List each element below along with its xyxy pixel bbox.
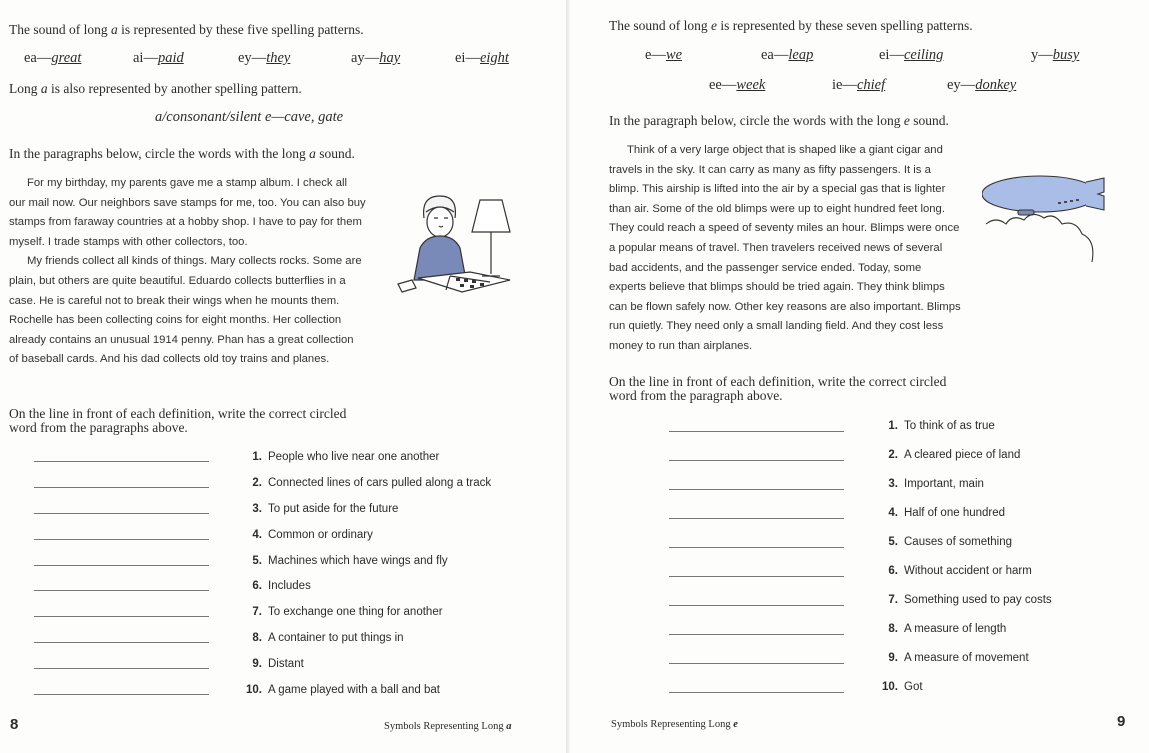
answer-line-9[interactable] [34, 668, 209, 669]
right-pattern-4: y—busy [1031, 47, 1080, 63]
definition-text: To think of as true [904, 420, 995, 432]
answer-line-2[interactable] [669, 460, 844, 461]
definition-number: 9. [252, 658, 262, 670]
definition-number: 6. [888, 565, 898, 577]
definition-text: Machines which have wings and fly [268, 555, 448, 567]
definition-text: Distant [268, 658, 304, 670]
right-intro-sentence: The sound of long e is represented by these seven spelling patterns. [609, 18, 973, 33]
definition-number: 10. [246, 684, 262, 696]
intro-text: is represented by these five spelling patterns. [117, 22, 364, 37]
definition-number: 1. [252, 451, 262, 463]
definition-text: Causes of something [904, 536, 1013, 548]
definition-text: To exchange one thing for another [268, 606, 443, 618]
definition-text: Connected lines of cars pulled along a track [268, 477, 492, 489]
definition-number: 8. [888, 623, 898, 635]
left-reading-passage [9, 174, 366, 370]
paragraph-2: My friends collect all kinds of things. Mary collects rocks. Some are plain, but others are quite beautiful. Eduardo collects butterflies in a case. He is careful not to break their wings when he mounts them. Rochelle has been collecting coins for eight months. Her collection already contains an unusual 1914 penny. Phan has a great collection of baseball cards. And his dad collects old toy trains and planes. [9, 255, 362, 366]
left-definition-instruction-2: word from the paragraphs above. [9, 420, 188, 435]
right-pattern-2: ea—leap [761, 47, 814, 63]
paragraph: Think of a very large object that is shaped like a giant cigar and travels in the sky. It can carry as many as fifty passengers. It is a blimp. This airship is lifted into the air by a special gas that is lighter than air. Some of the old blimps were up to eight hundred feet long. They could reach a speed of seventy miles an hour. Blimps were once a popular means of travel. Then travelers received news of several bad accidents, and the passenger service ended. Today, some experts believe that blimps should be tried again. They think blimps can be flown safely now. Other key reasons are also important. Blimps run quietly. They need only a small landing field. And they cost less money to run than airplanes. [609, 144, 961, 352]
page-footer: Symbols Representing Long e [611, 719, 738, 730]
answer-line-6[interactable] [669, 576, 844, 577]
answer-line-5[interactable] [669, 547, 844, 548]
answer-line-8[interactable] [34, 642, 209, 643]
definition-text: Includes [268, 580, 311, 592]
answer-line-4[interactable] [669, 518, 844, 519]
answer-line-4[interactable] [34, 539, 209, 540]
paragraph-1: For my birthday, my parents gave me a stamp album. I check all our mail now. Our neighbors save stamps for me, too. You can also buy stamps from faraway countries at a hobby shop. I have to pay for them myself. I trade stamps with other collectors, too. [9, 177, 366, 248]
right-definition-instruction-1: On the line in front of each definition, write the correct circled [609, 374, 947, 389]
definition-text: To put aside for the future [268, 503, 399, 515]
answer-line-7[interactable] [34, 616, 209, 617]
definition-number: 7. [888, 594, 898, 606]
definition-number: 10. [882, 681, 898, 693]
definition-text: Half of one hundred [904, 507, 1006, 519]
right-pattern-1: e—we [645, 47, 683, 63]
definition-number: 4. [252, 529, 262, 541]
answer-line-1[interactable] [34, 461, 209, 462]
answer-line-9[interactable] [669, 663, 844, 664]
intro-text: The sound of long [9, 22, 111, 37]
answer-line-3[interactable] [34, 513, 209, 514]
right-instruction: In the paragraph below, circle the words with the long e sound. [609, 113, 949, 128]
right-pattern-6: ie—chief [832, 77, 886, 93]
answer-line-1[interactable] [669, 431, 844, 432]
blimp-illustration [982, 168, 1117, 274]
page-footer: Symbols Representing Long a [384, 721, 512, 732]
definition-number: 3. [888, 478, 898, 490]
answer-line-10[interactable] [669, 692, 844, 693]
definition-number: 2. [252, 477, 262, 489]
definition-text: Got [904, 681, 923, 693]
left-pattern-5: ei—eight [455, 50, 509, 66]
left-pattern-1: ea—great [24, 50, 82, 66]
definition-number: 5. [252, 555, 262, 567]
answer-line-3[interactable] [669, 489, 844, 490]
left-instruction: In the paragraphs below, circle the words with the long a sound. [9, 146, 355, 161]
right-page [570, 0, 1149, 753]
definition-text: A measure of movement [904, 652, 1029, 664]
intro-letter: a [111, 22, 118, 37]
definition-number: 1. [888, 420, 898, 432]
answer-line-6[interactable] [34, 590, 209, 591]
answer-line-2[interactable] [34, 487, 209, 488]
definition-number: 4. [888, 507, 898, 519]
answer-line-5[interactable] [34, 565, 209, 566]
boy-with-stamp-album-illustration [390, 188, 530, 308]
definition-number: 3. [252, 503, 262, 515]
definition-text: People who live near one another [268, 451, 440, 463]
definition-text: A cleared piece of land [904, 449, 1021, 461]
definition-text: Without accident or harm [904, 565, 1032, 577]
right-definition-instruction-2: word from the paragraph above. [609, 388, 783, 403]
left-extra-pattern: a/consonant/silent e—cave, gate [155, 109, 344, 125]
left-intro-sentence-2: Long a is also represented by another spelling pattern. [9, 81, 302, 96]
right-pattern-7: ey—donkey [947, 77, 1017, 93]
definition-text: Common or ordinary [268, 529, 373, 541]
page-number: 8 [10, 716, 19, 733]
left-pattern-4: ay—hay [351, 50, 401, 66]
definition-text: A game played with a ball and bat [268, 684, 440, 696]
left-pattern-3: ey—they [238, 50, 291, 66]
definition-number: 7. [252, 606, 262, 618]
definition-number: 9. [888, 652, 898, 664]
right-pattern-5: ee—week [709, 77, 766, 93]
definition-text: A measure of length [904, 623, 1007, 635]
right-reading-passage [609, 141, 961, 357]
definition-number: 6. [252, 580, 262, 592]
definition-number: 8. [252, 632, 262, 644]
definition-text: Something used to pay costs [904, 594, 1052, 606]
definition-number: 5. [888, 536, 898, 548]
left-intro-sentence [9, 22, 364, 38]
right-pattern-3: ei—ceiling [879, 47, 944, 63]
left-pattern-2: ai—paid [133, 50, 184, 66]
left-definition-instruction-1: On the line in front of each definition, write the correct circled [9, 406, 347, 421]
definition-number: 2. [888, 449, 898, 461]
answer-line-7[interactable] [669, 605, 844, 606]
page-number: 9 [1117, 713, 1126, 730]
definition-text: Important, main [904, 478, 984, 490]
answer-line-8[interactable] [669, 634, 844, 635]
answer-line-10[interactable] [34, 694, 209, 695]
left-page [0, 0, 566, 753]
definition-text: A container to put things in [268, 632, 404, 644]
